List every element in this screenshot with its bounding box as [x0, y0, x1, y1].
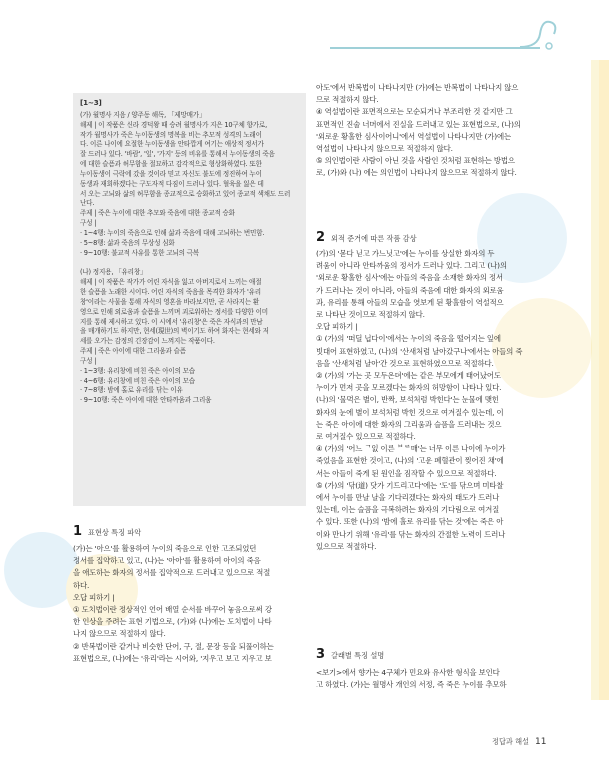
box-line: 을 매개하기도 하지만, 현세(現世)의 벽이기도 하여 화자는 현세와 저 [80, 327, 269, 336]
body-line: 있으므로 적절하다. [316, 541, 377, 551]
body-line: 과, 유리를 통해 아들의 모습을 엿보게 된 황홀함이 역설적으 [316, 297, 504, 307]
box-line: 동생과 재회하겠다는 구도자적 다짐이 드러나 있다. 혈육을 잃은 데 [80, 179, 264, 188]
body-line: ④ (가)의 '어느 ᄀ잀 이른 ᄇᄅ매'는 너무 이른 나이에 누이가 [316, 444, 506, 454]
body-line: ② (가)의 '가는 곳 모두온뎌'에는 같은 부모에게 태어났어도 [316, 371, 501, 381]
header-curl-decoration [520, 14, 560, 54]
body-line: 로 나타난 것이므로 적절하지 않다. [316, 310, 425, 320]
box-line: 누이동생이 극락에 갔을 것이라 믿고 자신도 불도에 정진하여 누이 [80, 169, 262, 178]
body-line: (가)의 '몯다 닏고 가느닛고'에는 누이를 상실한 화자의 두 [316, 249, 495, 258]
box-line: 주제 | 죽은 누이에 대한 추모와 죽음에 대한 종교적 승화 [80, 209, 235, 218]
body-line: 누이가 먼저 곳을 모르겠다는 화자의 허망함이 나타나 있다. [316, 383, 502, 393]
box-line: 구성 | [80, 356, 97, 365]
section-1-header [73, 524, 141, 539]
box-line: 창'이라는 사물을 통해 자식의 영혼을 바라보지만, 곧 사라지는 환 [80, 297, 260, 306]
page-number: 11 [535, 737, 547, 747]
box-line: · 5~8행: 삶과 죽음의 무상성 심화 [80, 238, 175, 247]
body-line: ④ 역설법이란 표면적으로는 모순되거나 부조리한 것 같지만 그 [316, 107, 513, 117]
page-footer [492, 737, 546, 747]
section-2-header [316, 230, 417, 245]
section-title: 갈래별 특징 설명 [331, 651, 385, 660]
header-rule [330, 47, 540, 49]
box-line: 작가 월명사가 죽은 누이동생의 명복을 비는 추모적 성격의 노래이 [80, 130, 262, 139]
body-line: 로 여겨질수 있으므로 적절하다. [316, 432, 416, 442]
body-line: 을 애도하는 화자의 정서를 집약적으로 드러내고 있으므로 적절 [73, 568, 271, 578]
box-line: 해제 | 이 작품은 신라 경덕왕 때 승려 월명사가 지은 10구체 향가로, [80, 120, 268, 129]
box-line: · 9~10행: 죽은 아이에 대한 안타까움과 그리움 [80, 396, 212, 405]
box-line: (가) 월명사 지음 / 양주동 해독, 「제망매가」 [80, 110, 206, 119]
section-number: 2 [316, 230, 326, 245]
body-line: ② 반복법이란 같거나 비슷한 단어, 구, 절, 문장 등을 되풀이하는 [73, 641, 274, 651]
footer-label: 정답과 해설 [492, 737, 530, 746]
body-line: 로, (가)와 (나) 에는 의인법이 나타나지 않으므로 적절하지 않다. [316, 168, 517, 178]
body-line: 에서 누이를 만날 날을 기다리겠다는 화자의 태도가 드러나 [316, 493, 500, 503]
section-1-body [73, 543, 305, 665]
box-line: 다. 이른 나이에 요절한 누이동생을 안타깝게 여기는 애상적 정서가 [80, 140, 264, 149]
body-line: 표면적인 진술 너머에서 진실을 드러내고 있는 표현법으로, (나)의 [316, 119, 521, 129]
section-2-body [316, 248, 552, 553]
body-line: ⑤ 의인법이란 사람이 아닌 것을 사람인 것처럼 표현하는 방법으 [316, 156, 515, 166]
body-line: 역설법이 나타나지 않으므로 적절하지 않다. [316, 144, 453, 154]
box-line: 주제 | 죽은 아이에 대한 그리움과 슬픔 [80, 347, 186, 356]
box-line: · 9~10행: 불교적 사유를 통한 고뇌의 극복 [80, 248, 199, 257]
body-line: 오답 피하기 | [316, 322, 358, 332]
box-line: · 4~6행: 유리창에 비친 죽은 아이의 모습 [80, 376, 195, 385]
body-line: 아도'에서 반복법이 나타나지만 (가)에는 반복법이 나타나지 않으 [316, 83, 519, 92]
body-line: 려움이 아니라 안타까움의 정서가 드러나 있다. 그리고 (나)의 [316, 261, 507, 271]
body-line: 있는데, 이는 슬픔을 극복하려는 화자의 기다림으로 여겨질 [316, 505, 500, 515]
box-line: 난다. [80, 199, 95, 208]
body-line: 가 드러나는 것이 아니라, 아들의 죽음에 대한 화자의 외로움 [316, 285, 504, 295]
section-1-continued [316, 82, 552, 180]
body-line: 서는 아들이 죽게 된 원인을 짐작할 수 있으므로 적절하다. [316, 468, 497, 478]
body-line: (나)의 '물먹은 별이, 반짝, 보석처럼 박힌다'는 눈물에 맺힌 [316, 395, 499, 405]
box-line: · 1~3행: 유리창에 비친 죽은 아이의 모습 [80, 366, 195, 375]
body-line: 한 인상을 주려는 표현 기법으로, (가)와 (나)에는 도치법이 나타 [73, 617, 272, 627]
box-line: · 1~4행: 누이의 죽음으로 인해 삶과 죽음에 대해 고뇌하는 번민함. [80, 228, 265, 237]
section-number: 1 [73, 524, 83, 539]
body-line: ⑤ (가)의 '닦(道) 닷가 기드리고다'에는 '도'를 닦으며 미타찰 [316, 480, 504, 490]
body-line: 죽었음을 표현한 것이고, (나)의 '고운 폐혈관이 찢어진 채'에 [316, 456, 504, 466]
box-line: 영으로 인해 외로움과 슬픔을 느끼며 괴로워하는 정서를 다양한 이미 [80, 307, 268, 316]
box-line: 세를 오가는 감정의 긴장감이 느껴지는 작품이다. [80, 337, 215, 346]
section-title: 표현상 특징 파악 [88, 528, 142, 537]
section-3-header [316, 647, 384, 662]
passage-summary [80, 98, 300, 406]
box-line: (나) 정지용, 「유리창」 [80, 268, 147, 277]
body-line: (가)는 '아으'를 활용하여 누이의 죽음으로 인한 고조되었던 [73, 544, 257, 553]
section-title: 외적 준거에 따른 작품 감상 [331, 234, 417, 243]
section-number: 3 [316, 647, 326, 662]
body-line: 정서를 집약하고 있고, (나)는 '아아'를 활용하여 아이의 죽음 [73, 556, 261, 566]
body-line: 므로 적절하지 않다. [316, 95, 379, 105]
body-line: 오답 피하기 | [73, 592, 115, 602]
box-line: 해제 | 이 작품은 작가가 어린 자식을 잃고 아버지로서 느끼는 애절 [80, 278, 262, 287]
body-line: '외로운 황홀한 심사'에는 아들의 죽음을 소재한 화자의 정서 [316, 273, 503, 283]
body-line: 화자의 눈에 별이 보석처럼 박힌 것으로 여겨질수 있는데, 이 [316, 407, 504, 417]
box-line: 에 대한 슬픔과 허무함을 절묘하고 감각적으로 형상화하였다. 또한 [80, 160, 262, 169]
body-line: 고 하였다. (가)는 월명사 개인의 서정, 즉 죽은 누이를 추모하 [316, 680, 507, 690]
box-line: 지를 통해 제시하고 있다. 이 시에서 '유리창'은 죽은 자식과의 만남 [80, 317, 263, 326]
box-line: 서 오는 고뇌와 삶의 허무함을 종교적으로 승화하고 있어 종교적 색채도 드러 [80, 189, 291, 198]
body-line: 표현법으로, (나)에는 '유리'라는 시어와, '지우고 보고 지우고 보 [73, 653, 272, 663]
body-line: 나지 않으므로 적절하지 않다. [73, 629, 166, 639]
body-line: 이와 만나기 위해 '유리'를 닦는 화자의 간절한 노력이 드러나 [316, 529, 506, 539]
body-line: 는 죽은 아이에 대한 화자의 그리움과 슬픔을 드러내는 것으 [316, 419, 502, 429]
box-line: 잘 드러나 있다. '바람', '잎', '가지' 등의 비유를 통해서 누이동생의 죽음 [80, 150, 275, 159]
body-line: ① (가)의 '떠딜 닙다이'에서는 누이의 죽음을 떨어지는 잎에 [316, 334, 501, 344]
body-line: ① 도치법이란 정상적인 언어 배열 순서를 바꾸어 놓음으로써 강 [73, 605, 272, 615]
body-line: '외로운 황홀한 심사이어니'에서 역설법이 나타나지만 (가)에는 [316, 131, 511, 141]
body-line: 수 있다. 또한 (나)의 '밤에 홀로 유리를 닦는 것'에는 죽은 아 [316, 517, 504, 527]
box-line: · 7~8행: 밤에 홀로 유리를 닦는 이유 [80, 386, 183, 395]
body-line: 음을 '산새처럼 날아'간 것으로 표현하였으므로 적절하다. [316, 358, 494, 368]
body-line: 하다. [73, 580, 90, 590]
body-line: <보기>에서 향가는 4구체가 민요와 유사한 형식을 보인다 [316, 668, 500, 677]
box-line: 구성 | [80, 219, 97, 228]
box-heading: [1~3] [80, 98, 102, 107]
box-line: 한 슬픔을 노래한 시이다. 어린 자식의 죽음을 목격한 화자가 '유리 [80, 287, 261, 296]
section-3-body [316, 667, 552, 691]
body-line: 빗대어 표현하였고, (나)의 '산새처럼 날아갔구나'에서는 아들의 죽 [316, 346, 523, 356]
